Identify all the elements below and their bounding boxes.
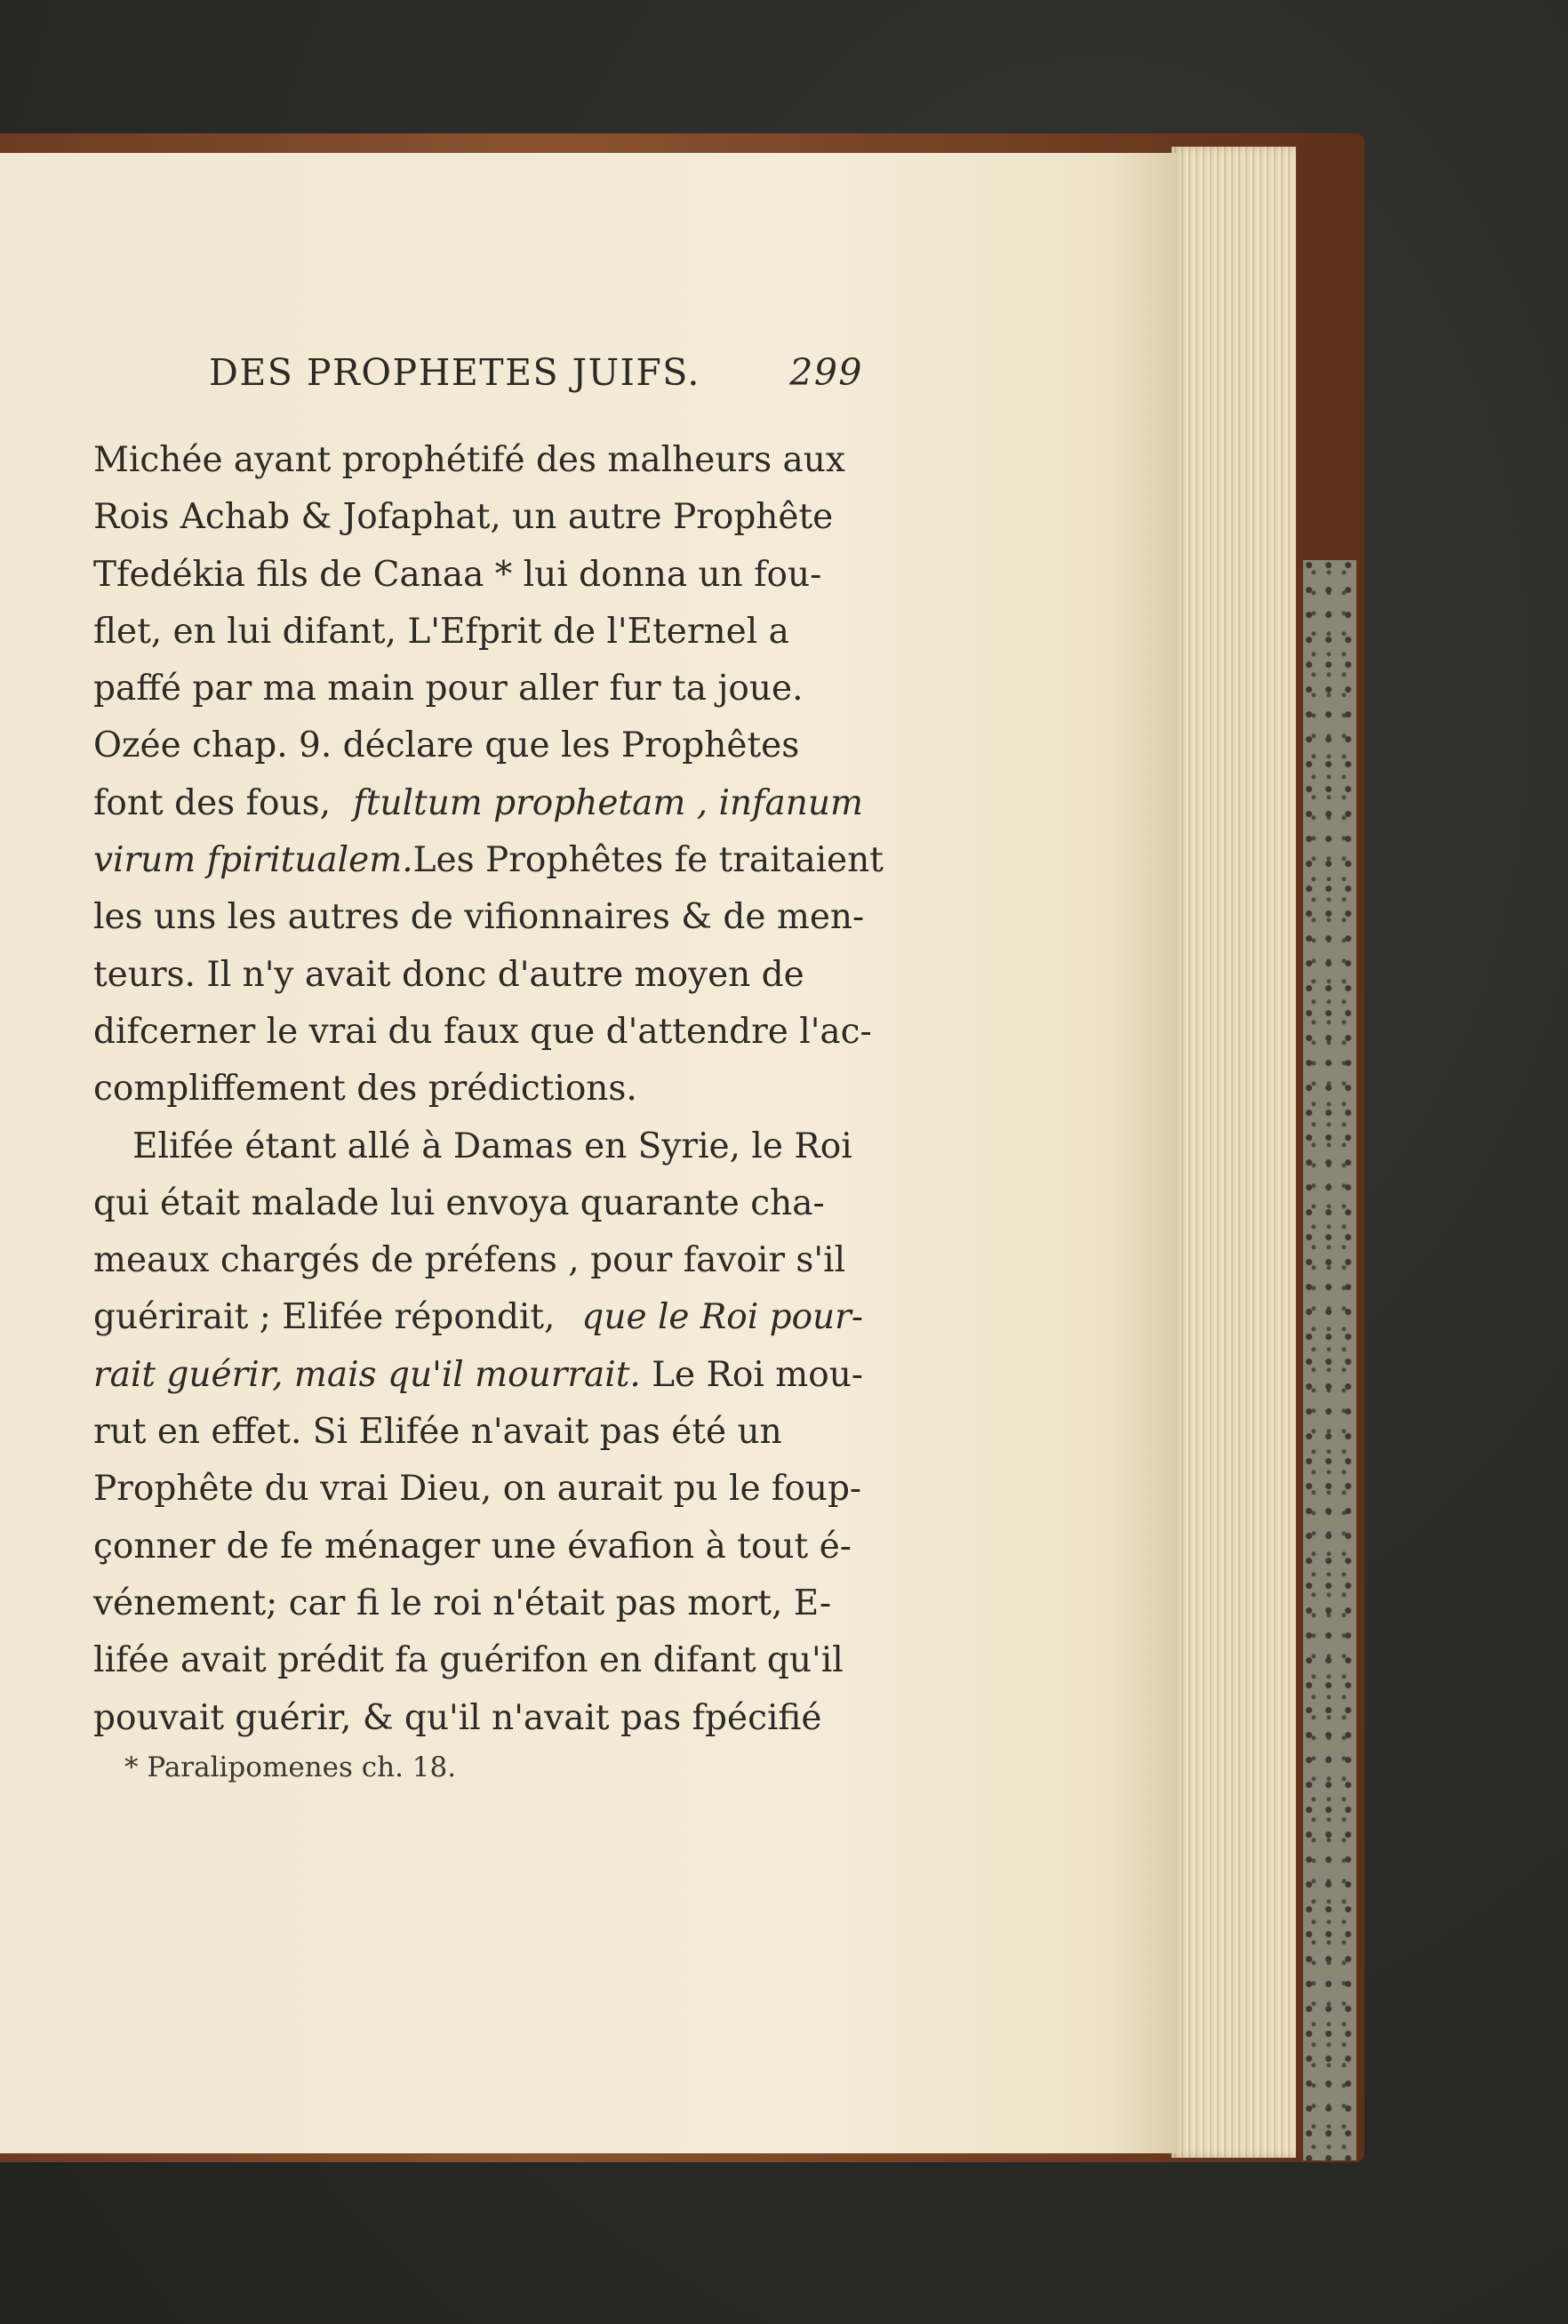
text-line: Prophête du vrai Dieu, on aurait pu le foup- (93, 1469, 862, 1510)
text-line: paffé par ma main pour aller fur ta joue. (93, 669, 804, 709)
text-line: Tfedékia fils de Canaa * lui donna un fou- (93, 554, 822, 595)
latin-quote: ftultum prophetam , infanum (353, 782, 863, 823)
text-line: Michée ayant prophétifé des malheurs aux (93, 440, 845, 480)
footnote: * Paralipomenes ch. 18. (124, 1751, 457, 1783)
text-line: font des fous, ftultum prophetam , infanum (93, 775, 863, 832)
text-line: çonner de fe ménager une évafion à tout é- (93, 1526, 852, 1567)
text-line: compliffement des prédictions. (93, 1069, 637, 1110)
text-line: rait guérir, mais qu'il mourrait. Le Roi mou- (93, 1347, 863, 1404)
marbled-endpaper (1303, 560, 1356, 2160)
text-line: flet, en lui difant, L'Efprit de l'Eternel a (93, 611, 789, 652)
text-line: meaux chargés de préfens , pour favoir s'il (93, 1240, 846, 1281)
text-line: teurs. Il n'y avait donc d'autre moyen de (93, 954, 804, 995)
text-line: les uns les autres de vifionnaires & de men- (93, 897, 865, 938)
text-line: Elifée étant allé à Damas en Syrie, le Roi (132, 1126, 852, 1166)
page-edges (1172, 147, 1296, 2158)
quoted-reply: que le Roi pour- (581, 1297, 863, 1338)
running-title: DES PROPHETES JUIFS. (209, 351, 700, 394)
text-line: Ozée chap. 9. déclare que les Prophêtes (93, 725, 800, 766)
text-line: qui était malade lui envoya quarante cha- (93, 1182, 825, 1223)
text-line: vénement; car fi le roi n'était pas mort, E- (93, 1583, 832, 1623)
text-line: difcerner le vrai du faux que d'attendre l'ac- (93, 1011, 872, 1052)
body-text (93, 432, 884, 1747)
text-line: lifée avait prédit fa guérifon en difant qu'il (93, 1640, 844, 1681)
text-line: pouvait guérir, & qu'il n'avait pas fpécifié (93, 1697, 822, 1738)
page-number: 299 (789, 351, 863, 394)
quoted-reply: rait guérir, mais qu'il mourrait. (93, 1354, 641, 1395)
text-line: guérirait ; Elifée répondit, que le Roi pour- (93, 1289, 863, 1346)
running-head (209, 351, 863, 405)
text-line: rut en effet. Si Elifée n'avait pas été un (93, 1412, 782, 1453)
text-line: Rois Achab & Jofaphat, un autre Prophête (93, 497, 834, 538)
latin-quote: virum fpiritualem. (93, 840, 413, 881)
text-line: virum fpiritualem. Les Prophêtes fe traitaient (93, 832, 863, 889)
